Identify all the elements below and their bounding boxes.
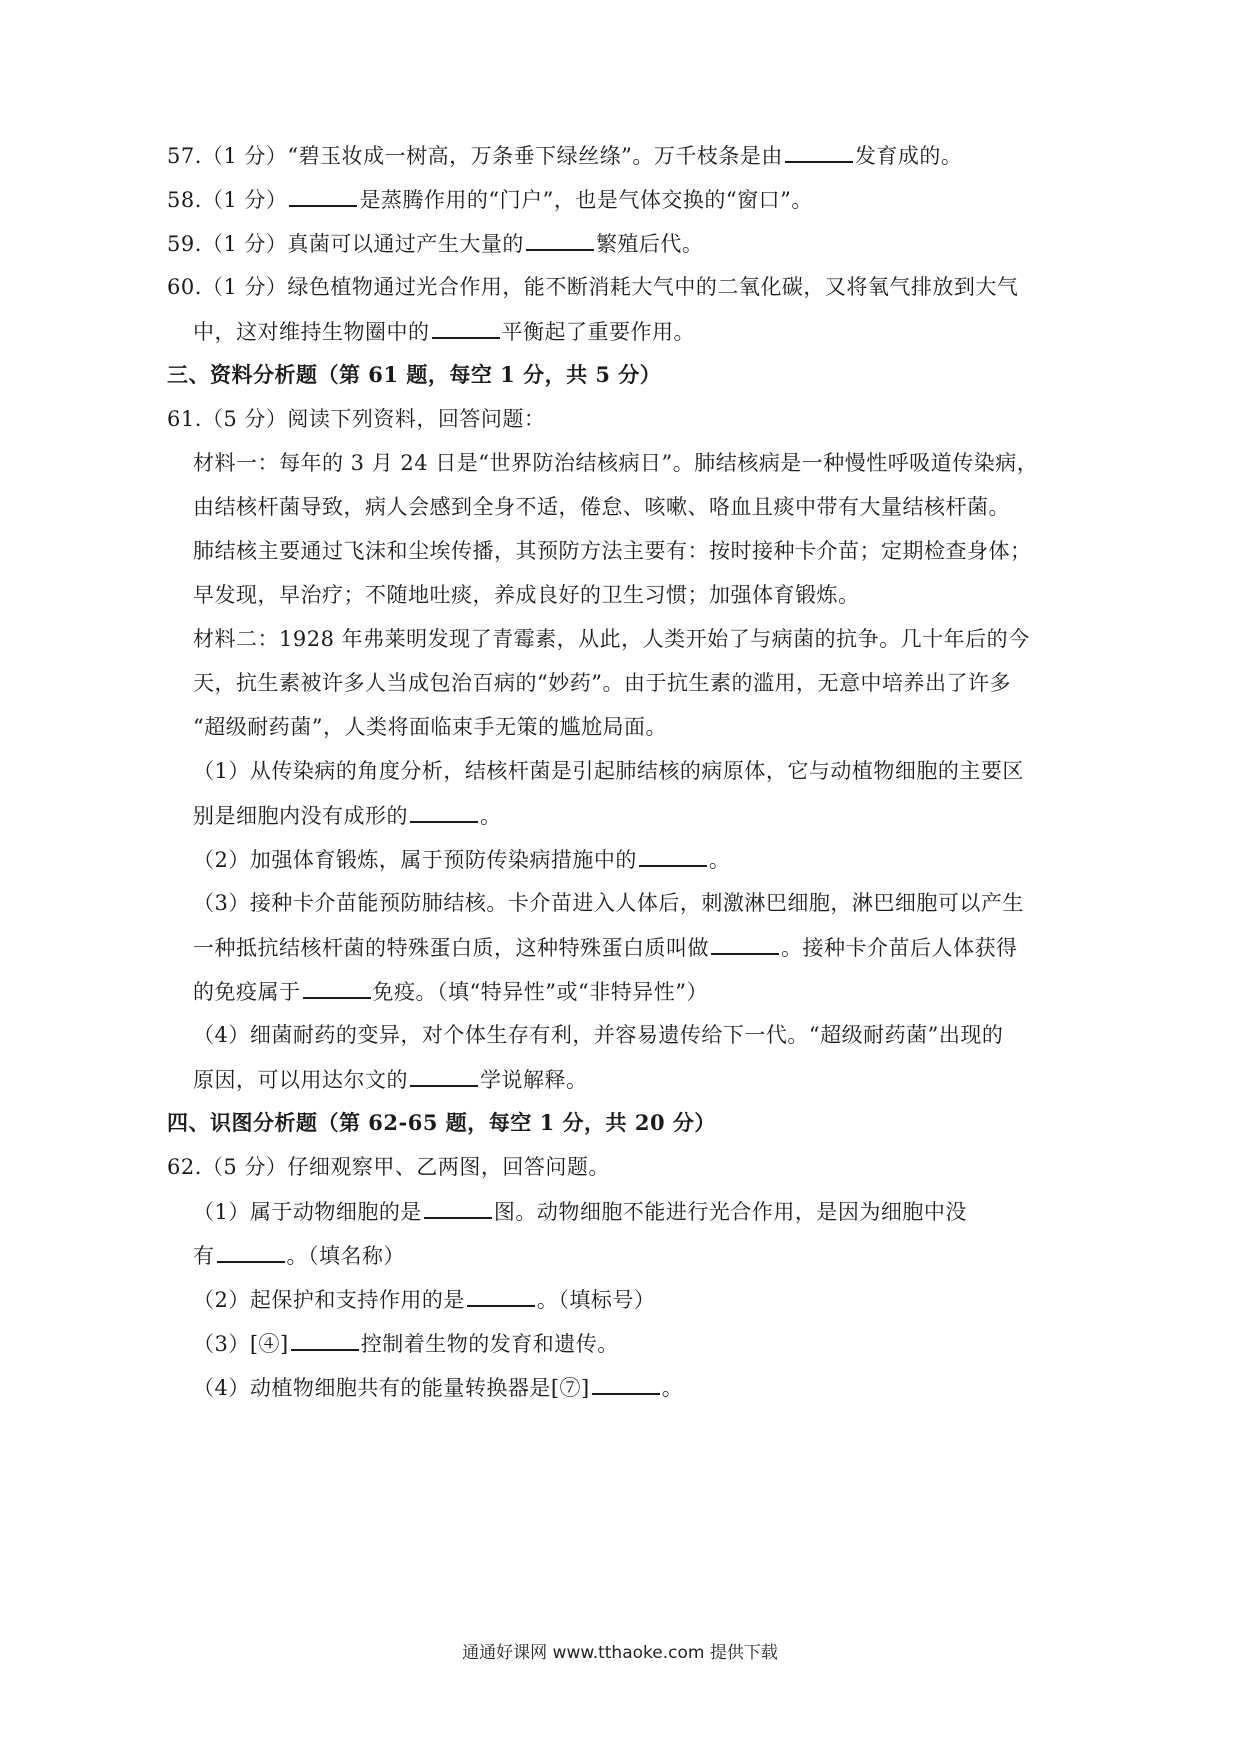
section-3-heading: 三、资料分析题（第 61 题，每空 1 分，共 5 分） (167, 362, 662, 387)
answer-blank (467, 1285, 535, 1307)
question-57-text: 57.（1 分）“碧玉妆成一树高，万条垂下绿丝绦”。万千枝条是由 (167, 144, 783, 168)
sub-4-text: 原因，可以用达尔文的 (193, 1068, 408, 1092)
answer-blank (217, 1241, 285, 1263)
sub-3-text: 一种抵抗结核杆菌的特殊蛋白质，这种特殊蛋白质叫做 (193, 936, 709, 960)
question-61-sub-1-line-1: （1）从传染病的角度分析，结核杆菌是引起肺结核的病原体，它与动植物细胞的主要区 (193, 759, 1024, 783)
question-61-sub-3-line-3 (193, 977, 708, 1006)
question-59-text: 59.（1 分）真菌可以通过产生大量的 (167, 232, 524, 256)
question-58-number: 58.（1 分） (167, 188, 288, 212)
section-4-heading: 四、识图分析题（第 62-65 题，每空 1 分，共 20 分） (167, 1110, 716, 1135)
question-62-sub-4 (193, 1373, 683, 1402)
answer-blank (785, 141, 853, 163)
sub-2-text: （2）加强体育锻炼，属于预防传染病措施中的 (193, 848, 637, 872)
question-59 (167, 229, 703, 258)
q62-sub-4-text: （4）动植物细胞共有的能量转换器是[⑦] (193, 1376, 590, 1400)
q62-sub-4-text-end: 。 (661, 1376, 684, 1400)
answer-blank (291, 1329, 359, 1351)
sub-2-text-end: 。 (708, 848, 731, 872)
q62-sub-1-text-2-end: 。（填名称） (286, 1244, 405, 1268)
question-62-sub-1-line-2 (193, 1241, 405, 1270)
answer-blank (526, 229, 594, 251)
page-footer: 通通好课网 www.tthaoke.com 提供下载 (462, 1643, 778, 1663)
q62-sub-1-text: （1）属于动物细胞的是 (193, 1200, 422, 1224)
material-2-line-3: “超级耐药菌”，人类将面临束手无策的尴尬局面。 (193, 715, 667, 739)
answer-blank (410, 1065, 478, 1087)
question-61-intro: 61.（5 分）阅读下列资料，回答问题： (167, 407, 546, 431)
material-2-line-1: 材料二：1928 年弗莱明发现了青霉素，从此，人类开始了与病菌的抗争。几十年后的今 (193, 627, 1030, 651)
q62-sub-2-text-end: 。（填标号） (536, 1288, 656, 1312)
question-62-intro: 62.（5 分）仔细观察甲、乙两图，回答问题。 (167, 1155, 610, 1179)
question-57 (167, 141, 962, 170)
question-59-text-end: 繁殖后代。 (595, 232, 704, 256)
question-62-sub-2 (193, 1285, 655, 1314)
question-61-sub-4-line-2 (193, 1065, 588, 1094)
question-60-line-1: 60.（1 分）绿色植物通过光合作用，能不断消耗大气中的二氧化碳，又将氧气排放到大气 (167, 275, 1019, 299)
q62-sub-3-text-end: 控制着生物的发育和遗传。 (360, 1332, 619, 1356)
q62-sub-1-text-end: 图。动物细胞不能进行光合作用，是因为细胞中没 (493, 1200, 967, 1224)
sub-3-text-end: 免疫。（填“特异性”或“非特异性”） (372, 980, 708, 1004)
sub-3-text-2: 的免疫属于 (193, 980, 301, 1004)
material-1-line-3: 肺结核主要通过飞沫和尘埃传播，其预防方法主要有：按时接种卡介苗；定期检查身体； (193, 539, 1032, 563)
question-62-sub-3 (193, 1329, 619, 1358)
question-61-sub-3-line-2 (193, 933, 1018, 962)
answer-blank (711, 933, 779, 955)
sub-3-text-mid: 。接种卡介苗后人体获得 (781, 936, 1018, 960)
question-58 (167, 185, 813, 214)
question-57-text-end: 发育成的。 (854, 144, 963, 168)
answer-blank (303, 977, 371, 999)
answer-blank (424, 1197, 492, 1219)
answer-blank (432, 317, 500, 339)
answer-blank (592, 1373, 660, 1395)
q62-sub-3-text: （3）[④] (193, 1332, 289, 1356)
material-1-line-2: 由结核杆菌导致，病人会感到全身不适，倦怠、咳嗽、咯血且痰中带有大量结核杆菌。 (193, 495, 1010, 519)
sub-4-text-end: 学说解释。 (480, 1068, 588, 1092)
material-2-line-2: 天，抗生素被许多人当成包治百病的“妙药”。由于抗生素的滥用，无意中培养出了许多 (193, 671, 1011, 695)
question-61-sub-2 (193, 845, 730, 874)
answer-blank (410, 801, 478, 823)
material-1-line-4: 早发现，早治疗；不随地吐痰，养成良好的卫生习惯；加强体育锻炼。 (193, 583, 860, 607)
question-61-sub-1-line-2 (193, 801, 502, 830)
answer-blank (639, 845, 707, 867)
question-61-sub-3-line-1: （3）接种卡介苗能预防肺结核。卡介苗进入人体后，刺激淋巴细胞，淋巴细胞可以产生 (193, 891, 1024, 915)
material-1-line-1: 材料一：每年的 3 月 24 日是“世界防治结核病日”。肺结核病是一种慢性呼吸道传染病， (193, 451, 1039, 475)
sub-1-text: 别是细胞内没有成形的 (193, 804, 408, 828)
answer-blank (289, 185, 357, 207)
question-60-text: 中，这对维持生物圈中的 (193, 320, 430, 344)
question-60-text-end: 平衡起了重要作用。 (501, 320, 695, 344)
q62-sub-2-text: （2）起保护和支持作用的是 (193, 1288, 465, 1312)
question-60-line-2 (193, 317, 695, 346)
question-58-text: 是蒸腾作用的“门户”，也是气体交换的“窗口”。 (359, 188, 813, 212)
q62-sub-1-text-2: 有 (193, 1244, 215, 1268)
question-62-sub-1-line-1 (193, 1197, 967, 1226)
question-61-sub-4-line-1: （4）细菌耐药的变异，对个体生存有利，并容易遗传给下一代。“超级耐药菌”出现的 (193, 1023, 1004, 1047)
sub-1-text-end: 。 (480, 804, 502, 828)
